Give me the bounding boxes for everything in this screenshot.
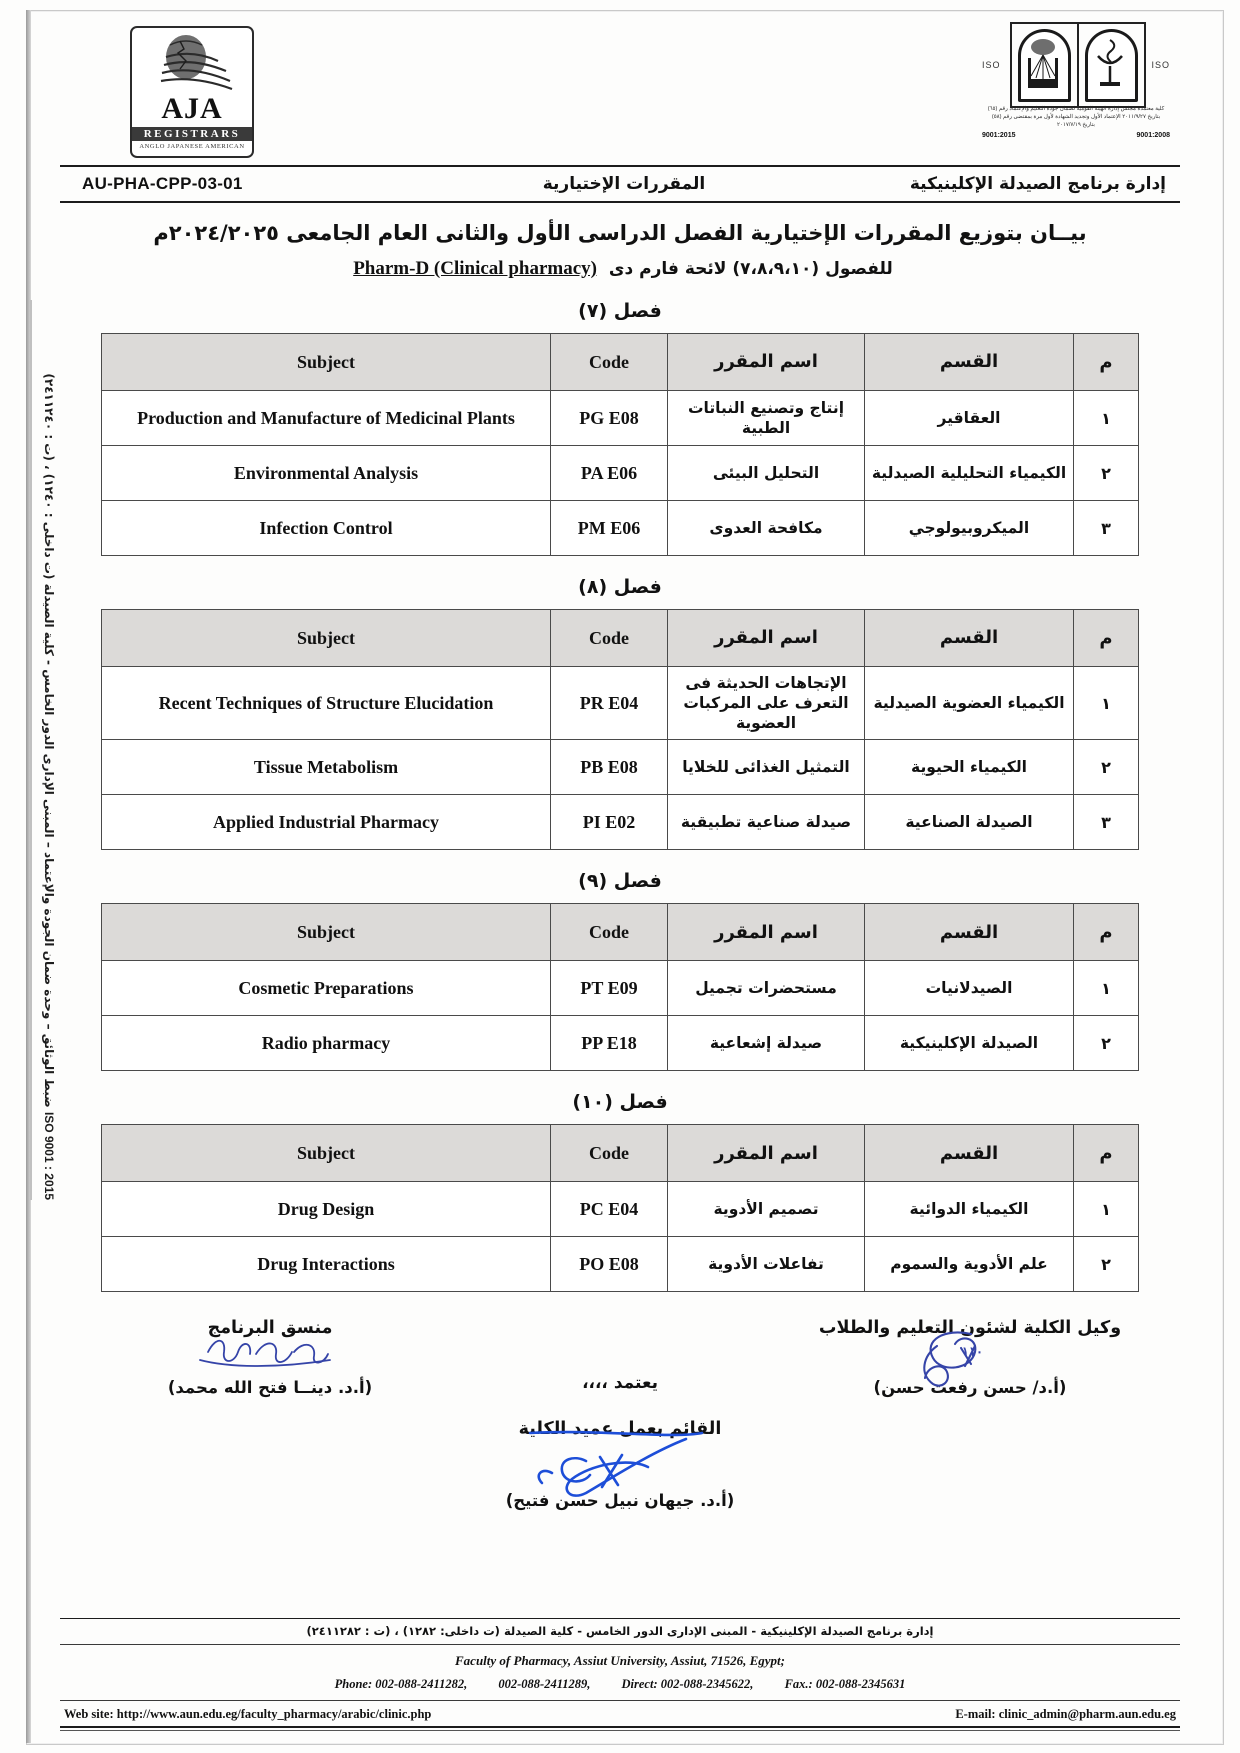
aja-registrars-label: REGISTRARS [132,127,252,141]
cell-code: PC E04 [551,1182,668,1237]
cell-course-name: مستحضرات تجميل [668,961,865,1016]
column-header-course-name: اسم المقرر [668,334,865,391]
column-header-course-name: اسم المقرر [668,904,865,961]
cell-course-name: الإتجاهات الحديثة فى التعرف على المركبات العضوية [668,667,865,740]
coordinator-name: (أ.د. دينــا فتح الله محمد) [167,1378,373,1398]
footer-web-row [60,1701,1180,1726]
table-row [102,391,1139,446]
column-header-number: م [1074,904,1139,961]
cell-course-name: التمثيل الغذائى للخلايا [668,740,865,795]
handwritten-signature-icon [490,1427,750,1507]
table-header-row [102,1125,1139,1182]
column-header-number: م [1074,610,1139,667]
document-identification-bar [60,165,1180,203]
cell-subject: Applied Industrial Pharmacy [102,795,551,850]
cell-course-name: التحليل البيئى [668,446,865,501]
semester-title: فصل (٨) [578,576,662,598]
cell-department: الصيدلة الإكلينيكية [865,1016,1074,1071]
column-header-subject: Subject [102,334,551,391]
signature-row-top [60,1318,1180,1397]
document-header [60,18,1180,163]
cell-department: علم الأدوية والسموم [865,1237,1074,1292]
coordinator-signature-space [105,1338,435,1378]
column-header-subject: Subject [102,904,551,961]
cell-department: الكيمياء العضوية الصيدلية [865,667,1074,740]
cell-department: الكيمياء الدوائية [865,1182,1074,1237]
vice-dean-signature-space [805,1338,1135,1378]
cell-code: PR E04 [551,667,668,740]
cell-course-name: تصميم الأدوية [668,1182,865,1237]
cell-number: ١ [1074,391,1139,446]
cell-number: ٢ [1074,1016,1139,1071]
aja-wordmark: AJA [161,92,223,125]
column-header-department: القسم [865,1125,1074,1182]
side-iso-label: ISO 9001 : 2015 [42,1111,56,1200]
table-row [102,501,1139,556]
approval-label: يعتمد ،،،، [582,1373,658,1394]
footer-rule-bottom [60,1726,1180,1731]
cell-course-name: مكافحة العدوى [668,501,865,556]
cell-course-name: صيدلة إشعاعية [668,1016,865,1071]
column-header-department: القسم [865,610,1074,667]
cell-course-name: إنتاج وتصنيع النباتات الطبية [668,391,865,446]
column-header-code: Code [551,904,668,961]
courses-table [101,609,1139,850]
footer-fax: Fax.: 002-088-2345631 [784,1677,906,1691]
cell-number: ٣ [1074,501,1139,556]
coordinator-signature-block [105,1318,435,1397]
globe-icon [132,28,252,96]
table-row [102,795,1139,850]
table-row [102,1237,1139,1292]
table-row [102,740,1139,795]
cell-subject: Recent Techniques of Structure Elucidation [102,667,551,740]
iso-code-right: 9001:2008 [1136,132,1170,139]
cell-subject: Drug Interactions [102,1237,551,1292]
vice-dean-role: وكيل الكلية لشئون التعليم والطلاب [818,1318,1122,1339]
cell-course-name: تفاعلات الأدوية [668,1237,865,1292]
cell-department: الميكروبيولوجي [865,501,1074,556]
iso-label-left: ISO [982,60,1001,70]
column-header-code: Code [551,1125,668,1182]
cell-department: العقاقير [865,391,1074,446]
vice-dean-signature-block [805,1318,1135,1397]
cell-code: PB E08 [551,740,668,795]
accreditation-emblem [1010,22,1146,108]
svg-text:١١٠: ١١٠ [962,1345,983,1361]
footer-arabic-contact: إدارة برنامج الصيدلة الإكلينيكية - المبنى الإدارى الدور الخامس - كلية الصيدلة (ت داخلى: ١٢٨٢) ، (ت : ٢٤١١٢٨٢) [306,1624,934,1638]
table-row [102,961,1139,1016]
page-subtitle [60,258,1180,280]
cell-code: PA E06 [551,446,668,501]
dean-signature-block [60,1419,1180,1510]
cell-course-name: صيدلة صناعية تطبيقية [668,795,865,850]
column-header-department: القسم [865,904,1074,961]
subtitle-semesters: لائحة فارم دى [608,259,727,279]
dean-role: القائم بعمل عميد الكلية [518,1419,722,1440]
handwritten-signature-icon [190,1326,350,1380]
column-header-code: Code [551,334,668,391]
cell-number: ٢ [1074,446,1139,501]
cell-number: ١ [1074,961,1139,1016]
semester-title: فصل (٩) [578,870,662,893]
cell-code: PP E18 [551,1016,668,1071]
pharmacy-bowl-hygieia-icon [1079,24,1144,106]
courses-table [101,903,1139,1071]
footer-direct-phone: Direct: 002-088-2345622, [621,1677,754,1691]
dean-signature-space [60,1439,1180,1491]
iso-label-right: ISO [1151,60,1170,70]
footer-faculty-address: Faculty of Pharmacy, Assiut University, Assiut, 71526, Egypt; [455,1653,785,1668]
cell-subject: Cosmetic Preparations [102,961,551,1016]
coordinator-role: منسق البرنامج [207,1318,333,1339]
footer-phone-row [60,1671,1180,1700]
assiut-university-seal-icon [1012,24,1079,106]
side-margin-text [42,320,56,1200]
column-header-number: م [1074,1125,1139,1182]
table-header-row [102,334,1139,391]
signature-area [60,1318,1180,1510]
cell-subject: Drug Design [102,1182,551,1237]
table-row [102,1016,1139,1071]
column-header-number: م [1074,334,1139,391]
cell-number: ٢ [1074,1237,1139,1292]
university-accreditation-logo [980,22,1172,140]
table-row [102,1182,1139,1237]
page-title: بيــان بتوزيع المقررات الإختيارية الفصل الدراسى الأول والثانى العام الجامعى ٢٠٢٤/٢٠٢٥م [153,221,1087,245]
cell-subject: Infection Control [102,501,551,556]
courses-table [101,333,1139,556]
document-content [60,18,1180,1510]
table-header-row [102,610,1139,667]
semester-title: فصل (١٠) [572,1091,668,1114]
cell-department: الكيمياء التحليلية الصيدلية [865,446,1074,501]
column-header-subject: Subject [102,1125,551,1182]
column-header-course-name: اسم المقرر [668,610,865,667]
column-header-course-name: اسم المقرر [668,1125,865,1182]
cell-code: PT E09 [551,961,668,1016]
table-row [102,667,1139,740]
cell-code: PG E08 [551,391,668,446]
column-header-department: القسم [865,334,1074,391]
cell-subject: Production and Manufacture of Medicinal Plants [102,391,551,446]
document-subject-label: المقررات الإختيارية [542,174,706,194]
cell-number: ٣ [1074,795,1139,850]
cell-department: الصيدلة الصناعية [865,795,1074,850]
cell-subject: Environmental Analysis [102,446,551,501]
iso-code-left: 9001:2015 [982,132,1016,139]
cell-code: PI E02 [551,795,668,850]
courses-table [101,1124,1139,1292]
table-header-row [102,904,1139,961]
aja-subtitle: ANGLO JAPANESE AMERICAN [139,143,245,150]
cell-department: الصيدلانيات [865,961,1074,1016]
cell-number: ٢ [1074,740,1139,795]
dean-name: (أ.د. جيهان نبيل حسن فتيح) [505,1491,735,1511]
footer-email-link[interactable]: E-mail: clinic_admin@pharm.aun.edu.eg [955,1707,1176,1721]
aja-registrars-logo [130,26,254,158]
vice-dean-name: (أ.د/ حسن رفعت حسن) [873,1378,1067,1398]
semester-title: فصل (٧) [578,300,662,322]
document-code: AU-PHA-CPP-03-01 [82,174,243,193]
cell-number: ١ [1074,1182,1139,1237]
footer-phone-2: 002-088-2411289, [498,1677,591,1691]
cell-code: PO E08 [551,1237,668,1292]
side-department-text: ضبط الوثائق – وحدة ضمان الجودة والإعتماد – المبنى الإدارى الدور الخامس - كلية الصيدلة (ت داخلى : ١٢٤٠) ، (ت : ٢٤١١٢٤٠) [42,373,56,1108]
cell-subject: Tissue Metabolism [102,740,551,795]
subtitle-right: للفصول (٧،٨،٩،١٠) [732,259,893,279]
column-header-subject: Subject [102,610,551,667]
accreditation-caption: كلية معتمدة مجلس إدارة الهيئة القومية لضمان جودة التعليم والإعتماد رقم (٦٥) بتاريخ ٢٠١١/٩/٢٧ الإعتماد الأول وتجديد الشهادة لأول مرة بمقتضى رقم (٥٨) بتاريخ ٢٠١٧/٧/١٩ [987,106,1165,128]
footer-phone-1: Phone: 002-088-2411282, [334,1677,468,1691]
cell-subject: Radio pharmacy [102,1016,551,1071]
side-rule [30,300,32,1200]
document-footer [60,1618,1180,1731]
department-label: إدارة برنامج الصيدلة الإكلينيكية [909,174,1166,194]
iso-code-row [982,132,1170,139]
footer-website-link[interactable]: Web site: http://www.aun.edu.eg/faculty_pharmacy/arabic/clinic.php [64,1707,432,1721]
cell-number: ١ [1074,667,1139,740]
table-row [102,446,1139,501]
semester-sections [60,300,1180,1292]
program-name: Pharm-D (Clinical pharmacy) [353,258,597,279]
column-header-code: Code [551,610,668,667]
cell-department: الكيمياء الحيوية [865,740,1074,795]
cell-code: PM E06 [551,501,668,556]
handwritten-signature-icon [875,1326,1065,1390]
